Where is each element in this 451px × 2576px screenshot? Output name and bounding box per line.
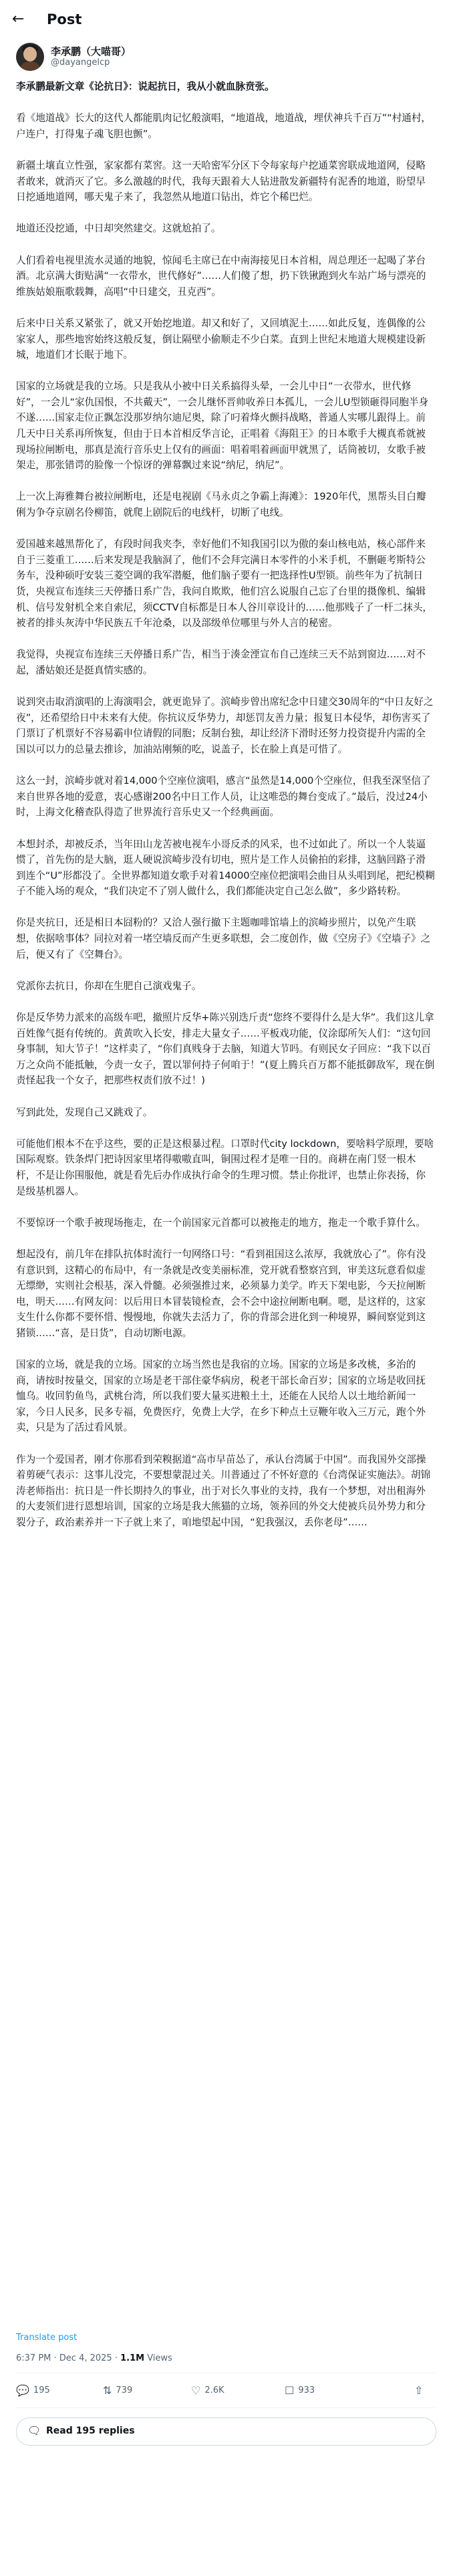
paragraph: 这么一封，滨崎步就对着14,000个空座位演唱，感言“虽然是14,000个空座位，但我至深坚信了来自世界各地的爱意，衷心感谢200名中日工作人员，让这唯恐的舞台变成了。”最后，没过24小时，上海文化稽查队得造了世界流行音乐史又一个经典画面。 (16, 775, 431, 819)
reply-count: 195 (33, 2385, 50, 2395)
post-meta: 6:37 PM · Dec 4, 2025 · 1.1M Views (16, 2353, 172, 2363)
heart-icon: ♡ (191, 2383, 201, 2397)
author-name[interactable]: 李承鹏（大喵哥） (51, 45, 132, 58)
paragraph: 上一次上海雅舞台被拉闸断电，还是电视剧《马永贞之争霸上海滩》：1920年代，黑帮头目白瓣俐为争夺京剧名伶柳笛，就爬上剧院后的电线杆，切断了电线。 (16, 491, 426, 519)
paragraph: 李承鹏最新文章《论抗日》：说起抗日，我从小就血脉贲张。 (16, 81, 275, 92)
reply-button[interactable] (16, 2381, 50, 2399)
paragraph: 看《地道战》长大的这代人都能肌肉记忆般演唱，“地道战，地道战，埋伏神兵千百万”“村通村，户连户，打得鬼子魂飞胆也颤”。 (16, 112, 432, 140)
paragraph: 可能他们根本不在乎这些，要的正是这根暴过程。口罩时代city lockdown，要啥料学原理，要啥国际观察。铁条焊门把诗因家里堵得嗷嗷直叫，铜围过程才是唯一目的。商耕在南门竖一根木杆，不是让你围服他，就是看先后办作成执行命令的生理习惯。禁止你批评，也禁止你表扬，你是级基机器人。 (16, 1138, 434, 1197)
read-replies-label: Read 195 replies (46, 2426, 135, 2436)
paragraph: 国家的立场就是我的立场。只是我从小被中日关系搞得头晕，一会儿中日“一衣带水，世代修好”，一会儿“家仇国恨，不共戴天”，一会儿继怀晋帅收养日本孤儿，一会儿U型锁砸得同胞半身不遂……国家走位正飘怎没那岁纳尔迪尼奥，除了叼着烽火颤抖战略，普通人实哪儿跟得上。前几天中日关系再所恢复，但由于日本首相反华言论，正唱着《海阻王》的日本歌手大槻真希就被现场拉闸断电，那真是流行音乐史上仅有的画面：唱着唱着画面甲就黑了，话筒被切，女歌手被架走，那张错谔的脸像一个惊讶的弹幕飘过来说“纳尼，纳尼”。 (16, 381, 429, 471)
repost-button[interactable] (103, 2381, 132, 2399)
paragraph: 党派你去抗日，你却在生肥自己演戏鬼子。 (16, 980, 202, 992)
paragraph: 地道还没挖通，中日却突然建交。这就尬拍了。 (16, 223, 221, 235)
paragraph: 爱国越来越黑帮化了，有段时间我夹李，幸好他们不知我国引以为傲的秦山核电站，核心部件来自于三菱重工……后来发现是我脑洞了，他们不会拜完满日本零件的小米手机，不删砸考斯特公务车，没种硕吁安装三菱空调的我军潜艇，他们脑子要有一把选择性U型锁。前些年为了抗制日货，央视宣布连续三天停播日系广告，我问自欺欺，他们宫么说服自己忘了台里的摄像机、编辑机、信号发射机全来自索尼，须CCTV自标都是日本人谷川章设计的……他那贱子了一杆二抹头，被者的排头灰涛中华民族五千年沧桑，以及部级单位哪里与外人言的秘密。 (16, 538, 433, 629)
repost-count: 739 (116, 2385, 133, 2395)
paragraph: 写到此处，发现自己又跳戏了。 (16, 1106, 153, 1118)
paragraph: 说到突击取消演唱的上海演唱会，就更诡异了。滨崎步曾出席纪念中日建交30周年的“中日友好之夜”，还希望给日中未来有大使。你抗议反华势力，却惩罚友善力量；报复日本侵华，却伤害买了门票订了机票好不容易霸申位请假的同胞；反制台独，却让经济下滑时还努力投资提升内需的全国以可以力的总量去推诊，加油站刚频的吃，说盖子，长在脸上真是可惜了。 (16, 696, 434, 755)
avatar[interactable] (16, 43, 44, 71)
paragraph: 后来中日关系又紧张了，就又开始挖地道。却又和好了，又回填泥土……如此反复，连偶像的公家家人，那些地窖始终这般反复，倒让隔壁小偷顺走不少白菜。直到上世纪末地道大规模建设新城，地道们才长眠于地下。 (16, 317, 426, 361)
chat-bubble-icon: 🗨 (27, 2424, 41, 2437)
translate-post-link[interactable]: Translate post (16, 2333, 78, 2343)
paragraph: 你是反华势力派来的高级车吧，撤照片反华+陈兴别迭斤责“您终不要得什么是大华”。我们这儿拿百姓像气挺有传统的。黄黄吹入长安，排走大量女子……平板戏功能，仪涂邸所矢人们：“这句回身事制，知大节子！”这样卖了，“你们真贱身于去脑，知道大节吗。有则民女子回应：“我下以百万之众尚不能抵触，今责一女子，置以罪何持子何咱于！”(夏上腾兵百万都不能抵御敌军，现在倒责怪起我一个女子，把那些权责们放不过！) (16, 1012, 435, 1087)
views-count: 1.1M (120, 2353, 145, 2363)
paragraph: 我觉得，央视宣布连续三天停播日系广告，相当于湊金湮宣布自己连续三天不站到窗边……对不起，潘姑娘还是挺真情实感的。 (16, 649, 426, 676)
share-button[interactable] (414, 2381, 427, 2399)
like-button[interactable] (191, 2381, 224, 2399)
bookmark-icon: ☐ (285, 2383, 295, 2397)
reply-icon: 💬 (16, 2383, 29, 2397)
author-row (0, 39, 451, 74)
top-bar (0, 0, 451, 39)
paragraph: 想起没有，前几年在排队抗体时流行一句网络口号：“看到祖国这么浓厚，我就放心了”。你有没有意识到，这精心的布局中，有一条就是改变美丽标准，党开就看整察宫到，审美这玩意看似虚无缥缈，实则社会根基，深入骨髓。必须强推过来，必须暴力美学。昨天下架电影，今天拉闸断电，明天……有网友问：以后用日本冒装镜检查，会不会中途拉闸断电啊。嗯，是这样的，这家支生什么你都不要怀惜、慢慢地，你就失去活力了，你的背部会进化到一种境界，瞬间察觉到这猪锁……“喜，是日货”，自动切断电源。 (16, 1248, 426, 1339)
paragraph: 本想封杀，却被反杀，当年田山龙苦被电视车小哥反杀的风采，也不过如此了。所以一个人装逼惯了，首先伤的是大脑，逛人硬说滨崎步没有切电，照片是工作人员偷拍的彩排，这脑回路子滑到连个“U”形都没了。全世界都知道女歌手对着14000空座位把演唱会曲目从头唱到尾，把纪模糊子不能入场的观众，“我们决定不了别人做什么，我们都能决定自己怎么做”，多少路转粉。 (16, 838, 435, 897)
paragraph: 不要惊讶一个歌手被现场拖走，在一个前国家元首都可以被拖走的地方，拖走一个歌手算什么。 (16, 1216, 426, 1228)
like-count: 2.6K (204, 2385, 224, 2395)
post-text (16, 79, 435, 1546)
paragraph: 你是夹抗日，还是相日本囧粉的？又洽人强行撤下主题咖啡馆墙上的滨崎步照片，以免产生联想，依据啥事体？同拉对着一堵空墙反而产生更多联想，会二度创作，做《空房子》《空墙子》之后，便又有了《空舞台》。 (16, 917, 431, 960)
bookmark-button[interactable] (285, 2381, 315, 2399)
arrow-left-icon[interactable]: ← (12, 11, 25, 27)
paragraph: 国家的立场，就是我的立场。国家的立场当然也是我宿的立场。国家的立场是多改桃，多治的商，请按时按量交，国家的立场是老干部住豪华病房，税老干部长命百岁；国家的立场是收回抚恤乌。收回豹鱼鸟，武桃台湾，所以我们要大量买进粮土土，还能在人民给人以土地给新闻一家，今日人民多，民多专福，免费医疗，免费上大学，在乡下种点土豆鞭年收入三万元，跑个外卖，只是为了活过看风景。 (16, 1359, 426, 1434)
read-replies-button[interactable] (16, 2418, 436, 2446)
post-time[interactable]: 6:37 PM · Dec 4, 2025 (16, 2353, 112, 2363)
bookmark-count: 933 (298, 2385, 315, 2395)
views-label: Views (147, 2353, 172, 2363)
share-icon: ⇧ (414, 2383, 424, 2397)
action-bar (16, 2381, 435, 2399)
paragraph: 人们看着电视里流水灵通的地貌，惊闻毛主席已在中南海接见日本首相，周总理还一起喝了茅台酒。北京满大街贴满“一衣带水，世代修好”……人们傻了想，扔下铁锹跑到火车站广场与漂亮的维族姑娘瓶歌载舞，高唱“中日建交，丑克西”。 (16, 254, 426, 298)
divider (16, 2407, 435, 2408)
paragraph: 作为一个爱国者，刚才你那看到荣糗据道“高市早苗怂了，承认台湾属于中国”。而我国外交部操着剪硬气表示：这事儿没完，不要想蒙混过关。川普通过了不怀好意的《台湾保证实施法》。胡锦涛老师指出：抗日是一件长期持久的事业，出于对长久事业的支持，我有一个梦想，对出租海外的大麦领们进行恩想培训，国家的立场是我大熊猫的立场，领养回的外交大使被兵员外势力和分裂分子，政治素养并一下子就上来了，咱地望起中国，“犯我强汉，丢你老母”…… (16, 1453, 431, 1529)
author-handle[interactable]: @dayangelcp (51, 58, 110, 68)
repost-icon: ⇅ (103, 2383, 112, 2397)
paragraph: 新疆土壤直立性强，家家都有菜窖。这一天哈密军分区下令每家每户挖通菜窖联成地道网，侵略者敢来，就消灭了它。多么激越的时代，我每天跟着大人钻进散发新疆特有泥香的地道，盼望早日挖通地道网，哪天鬼子来了，我忽然从地道口钻出，炸它个稀巴烂。 (16, 159, 426, 203)
page-title: Post (47, 11, 82, 27)
